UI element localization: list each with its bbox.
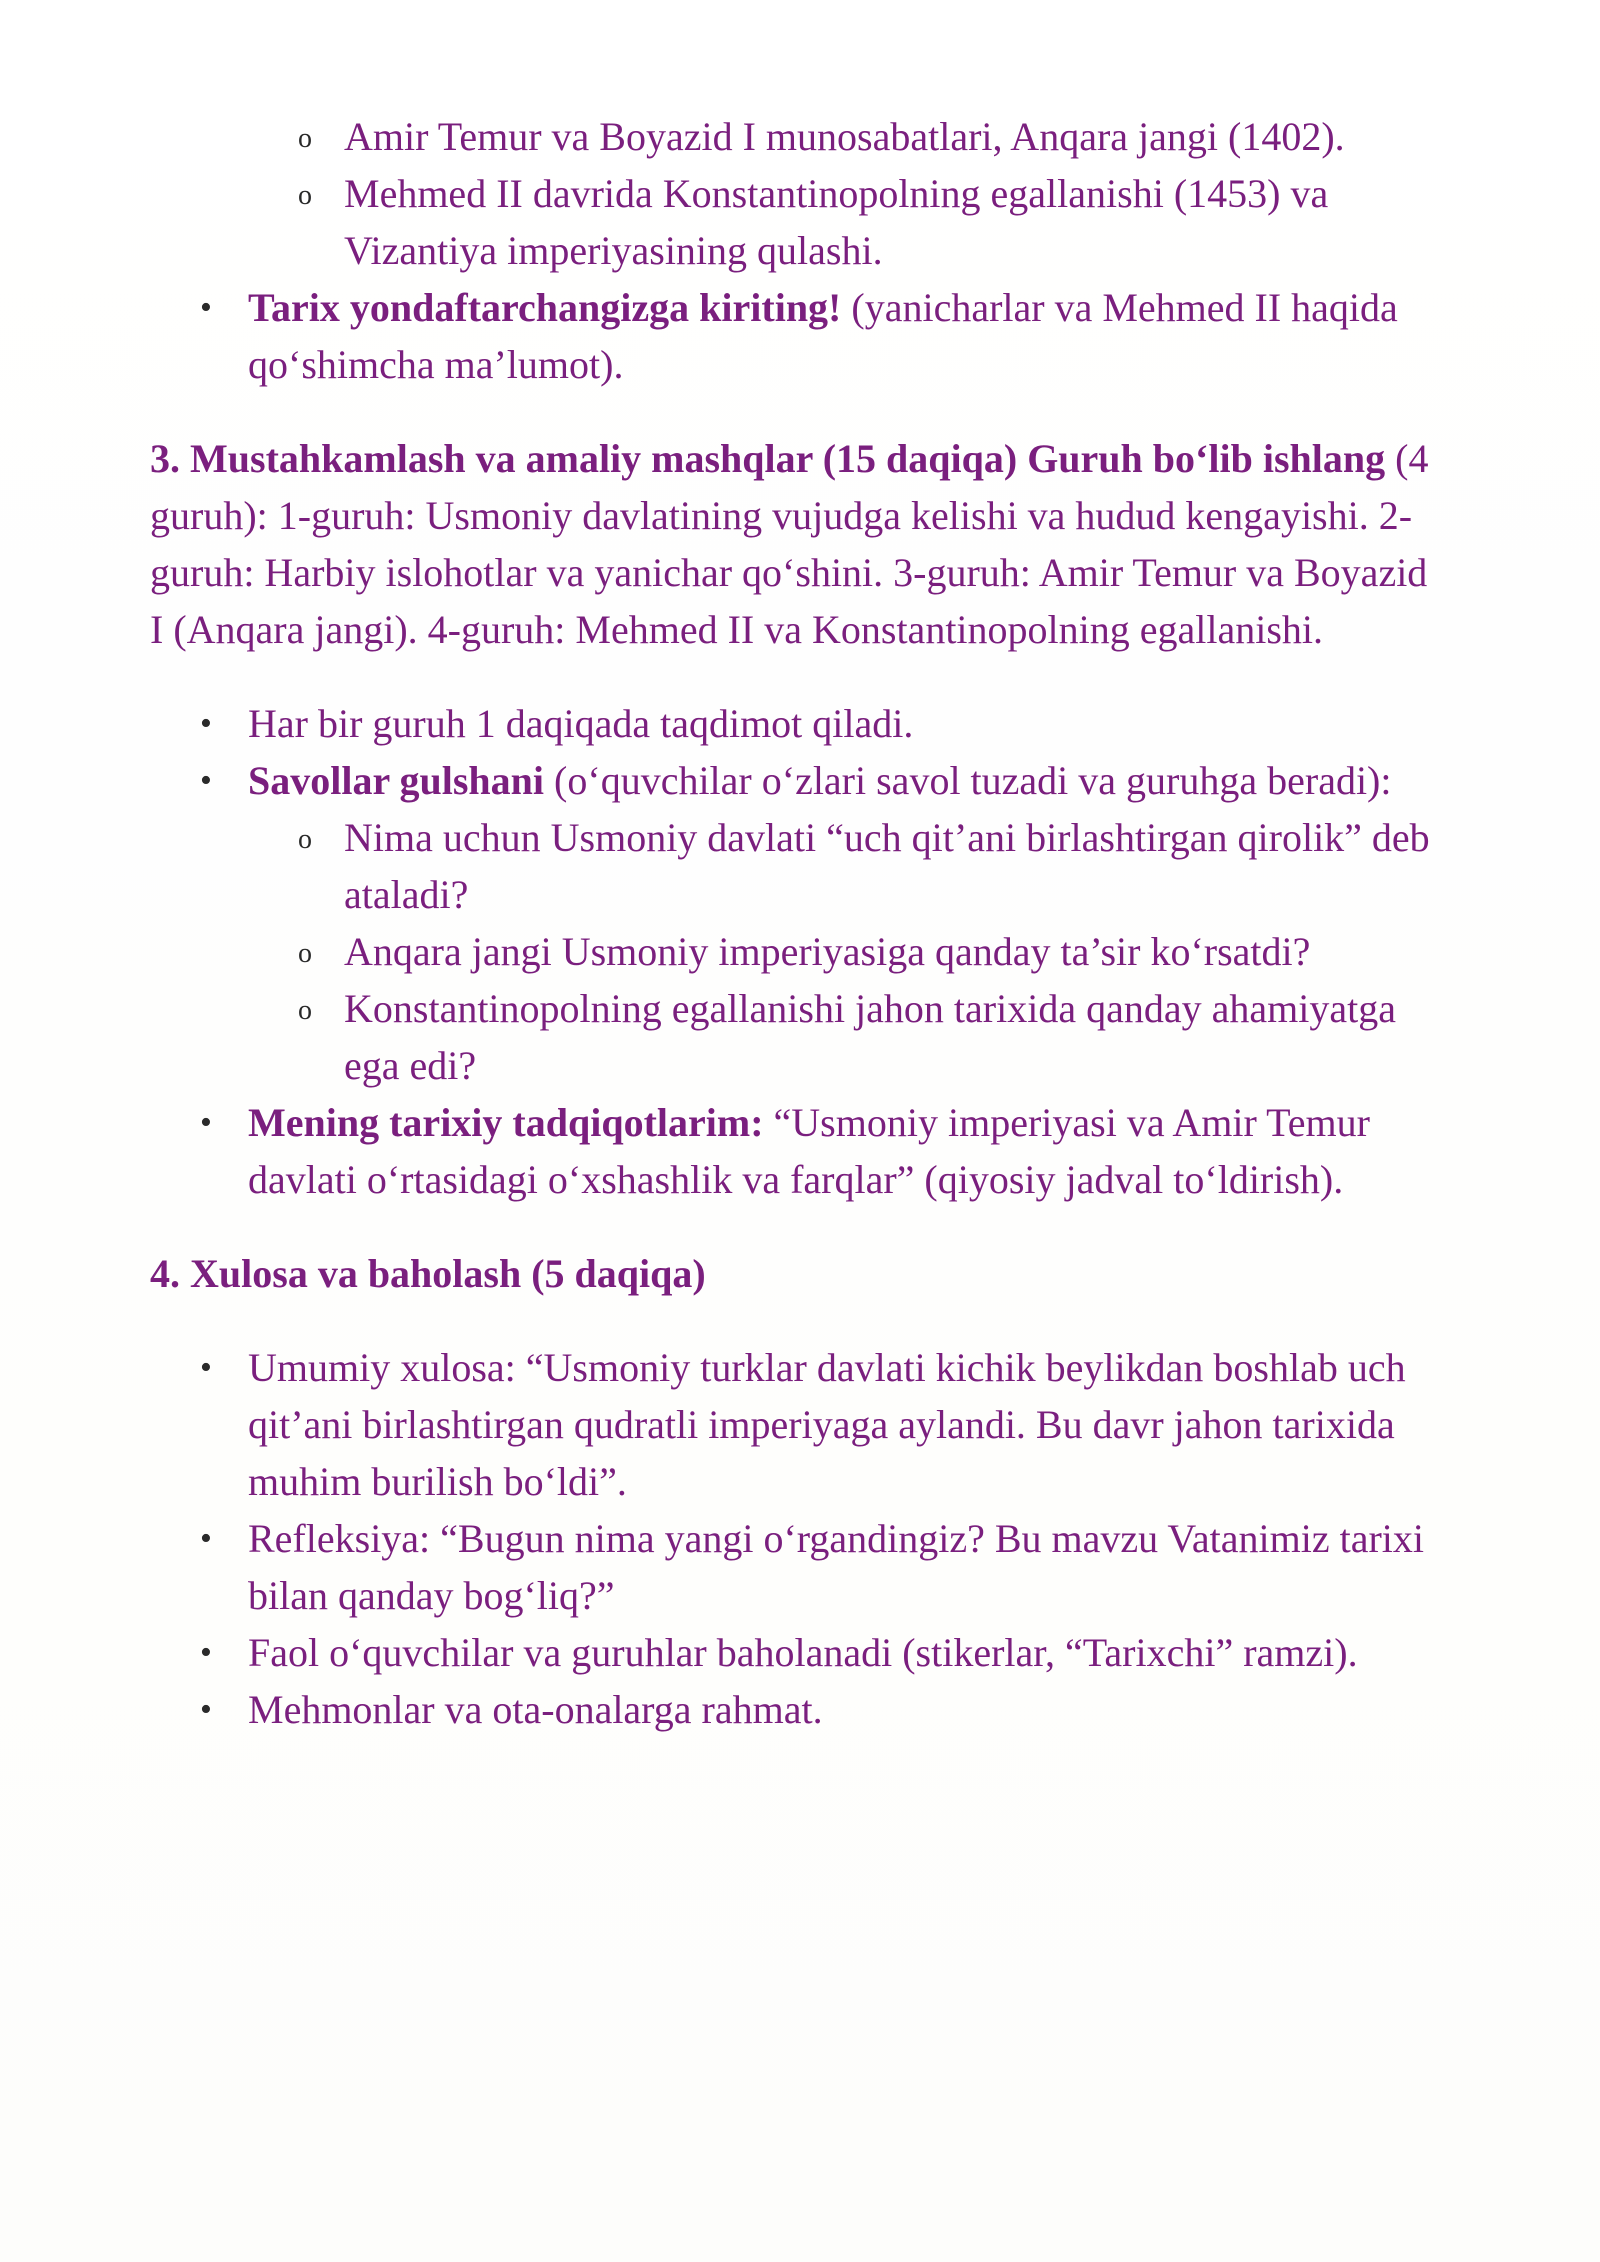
list-item: [150, 279, 1440, 393]
list-item-bold: Savollar gulshani: [248, 758, 545, 803]
bullet-icon: •: [200, 1104, 212, 1141]
list-item: [150, 1681, 1440, 1738]
hollow-bullet-icon: o: [298, 180, 312, 211]
questions-list: [248, 809, 1440, 1094]
section-3-list: [150, 695, 1440, 1208]
list-item: [150, 752, 1440, 1094]
list-item-text: Refleksiya: “Bugun nima yangi o‘rgandingiz? Bu mavzu Vatanimiz tarixi bilan qanday bog‘liq?”: [248, 1516, 1425, 1618]
spacer: [150, 393, 1440, 430]
hollow-bullet-icon: o: [298, 123, 312, 154]
question-text: Nima uchun Usmoniy davlati “uch qit’ani birlashtirgan qirolik” deb ataladi?: [344, 815, 1430, 917]
list-item: [150, 165, 1440, 279]
question-text: Konstantinopolning egallanishi jahon tarixida qanday ahamiyatga ega edi?: [344, 986, 1396, 1088]
list-item: [150, 108, 1440, 165]
document-content: [150, 108, 1440, 1738]
list-item: [248, 980, 1440, 1094]
section-3-text: (4 guruh): 1-guruh: Usmoniy davlatining vujudga kelishi va hudud kengayishi. 2-guruh: Harbiy islohotlar va yanichar qo‘shini. 3-guruh: Amir Temur va Boyazid I (Anqara jangi). 4-guruh: Mehmed II va Konstantinopolning egallanishi.: [150, 436, 1429, 652]
section-3-paragraph: [150, 430, 1440, 658]
list-item-text: “Usmoniy imperiyasi va Amir Temur davlati o‘rtasidagi o‘xshashlik va farqlar” (qiyosiy jadval to‘ldirish).: [248, 1100, 1370, 1202]
spacer: [150, 1208, 1440, 1245]
list-item-bold: Tarix yondaftarchangizga kiriting!: [248, 285, 842, 330]
spacer: [150, 1302, 1440, 1339]
list-item: [150, 1094, 1440, 1208]
list-item-text: (yanicharlar va Mehmed II haqida qo‘shimcha ma’lumot).: [248, 285, 1398, 387]
top-list: [150, 279, 1440, 393]
top-sub-list: [150, 108, 1440, 279]
list-item: [150, 1624, 1440, 1681]
list-item-text: Har bir guruh 1 daqiqada taqdimot qiladi.: [248, 701, 914, 746]
bullet-icon: •: [200, 1520, 212, 1557]
list-item: [248, 923, 1440, 980]
list-item: [248, 809, 1440, 923]
list-item: [150, 1339, 1440, 1510]
bullet-icon: •: [200, 705, 212, 742]
list-item-text: Mehmonlar va ota-onalarga rahmat.: [248, 1687, 823, 1732]
bullet-icon: •: [200, 1634, 212, 1671]
list-item-text: (o‘quvchilar o‘zlari savol tuzadi va guruhga beradi):: [544, 758, 1392, 803]
section-3-heading: 3. Mustahkamlash va amaliy mashqlar (15 daqiqa) Guruh bo‘lib ishlang: [150, 436, 1386, 481]
hollow-bullet-icon: o: [298, 938, 312, 969]
list-item: [150, 1510, 1440, 1624]
question-text: Anqara jangi Usmoniy imperiyasiga qanday ta’sir ko‘rsatdi?: [344, 929, 1311, 974]
section-4-list: [150, 1339, 1440, 1738]
list-item-text: Faol o‘quvchilar va guruhlar baholanadi (stikerlar, “Tarixchi” ramzi).: [248, 1630, 1358, 1675]
hollow-bullet-icon: o: [298, 995, 312, 1026]
bullet-icon: •: [200, 1349, 212, 1386]
bullet-icon: •: [200, 762, 212, 799]
bullet-icon: •: [200, 1691, 212, 1728]
list-item: [150, 695, 1440, 752]
spacer: [150, 658, 1440, 695]
section-4-heading: 4. Xulosa va baholash (5 daqiqa): [150, 1251, 706, 1296]
list-item-text: Mehmed II davrida Konstantinopolning egallanishi (1453) va Vizantiya imperiyasining qulashi.: [344, 171, 1329, 273]
hollow-bullet-icon: o: [298, 824, 312, 855]
list-item-text: Umumiy xulosa: “Usmoniy turklar davlati kichik beylikdan boshlab uch qit’ani birlashtirgan qudratli imperiyaga aylandi. Bu davr jahon tarixida muhim burilish bo‘ldi”.: [248, 1345, 1406, 1504]
list-item-bold: Mening tarixiy tadqiqotlarim:: [248, 1100, 764, 1145]
bullet-icon: •: [200, 289, 212, 326]
list-item-text: Amir Temur va Boyazid I munosabatlari, Anqara jangi (1402).: [344, 114, 1345, 159]
